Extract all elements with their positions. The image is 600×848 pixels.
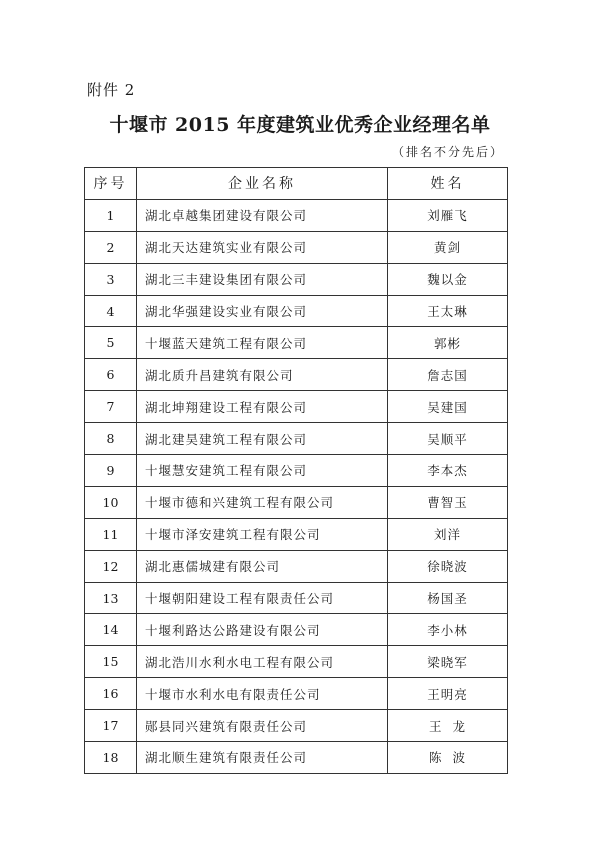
row-name: 郭彬 [388, 327, 508, 359]
table-row [85, 678, 508, 710]
row-name: 徐晓波 [388, 550, 508, 582]
attachment-label: 附件 2 [87, 81, 136, 99]
row-seq: 5 [85, 327, 137, 359]
table-row [85, 646, 508, 678]
row-enterprise: 湖北卓越集团建设有限公司 [137, 199, 388, 231]
row-name: 陈 波 [388, 742, 508, 774]
row-seq: 7 [85, 391, 137, 423]
row-name: 曹智玉 [388, 486, 508, 518]
row-seq: 16 [85, 678, 137, 710]
row-seq: 17 [85, 710, 137, 742]
table-row [85, 550, 508, 582]
table-row [85, 327, 508, 359]
row-name: 王太琳 [388, 295, 508, 327]
row-enterprise: 十堰朝阳建设工程有限责任公司 [137, 582, 388, 614]
table-row [85, 423, 508, 455]
row-name: 梁晓军 [388, 646, 508, 678]
row-enterprise: 湖北天达建筑实业有限公司 [137, 231, 388, 263]
header-enterprise: 企业名称 [137, 168, 388, 200]
table-row [85, 199, 508, 231]
table-row [85, 455, 508, 487]
row-name: 吴顺平 [388, 423, 508, 455]
table-row [85, 359, 508, 391]
row-enterprise: 十堰慧安建筑工程有限公司 [137, 455, 388, 487]
table-row [85, 263, 508, 295]
header-seq: 序号 [85, 168, 137, 200]
table-row [85, 486, 508, 518]
table-row [85, 391, 508, 423]
row-seq: 15 [85, 646, 137, 678]
row-seq: 13 [85, 582, 137, 614]
roster-table [84, 167, 508, 774]
row-enterprise: 十堰市德和兴建筑工程有限公司 [137, 486, 388, 518]
row-seq: 8 [85, 423, 137, 455]
row-seq: 9 [85, 455, 137, 487]
row-enterprise: 湖北顺生建筑有限责任公司 [137, 742, 388, 774]
row-seq: 3 [85, 263, 137, 295]
row-seq: 10 [85, 486, 137, 518]
table-body [85, 199, 508, 773]
row-name: 刘洋 [388, 518, 508, 550]
row-name: 吴建国 [388, 391, 508, 423]
row-enterprise: 湖北坤翔建设工程有限公司 [137, 391, 388, 423]
table-row [85, 742, 508, 774]
header-name: 姓名 [388, 168, 508, 200]
row-enterprise: 湖北质升昌建筑有限公司 [137, 359, 388, 391]
row-name: 刘雁飞 [388, 199, 508, 231]
row-name: 李本杰 [388, 455, 508, 487]
row-enterprise: 湖北惠儒城建有限公司 [137, 550, 388, 582]
row-seq: 1 [85, 199, 137, 231]
row-name: 王明亮 [388, 678, 508, 710]
row-seq: 4 [85, 295, 137, 327]
table-header-row [85, 168, 508, 200]
row-name: 詹志国 [388, 359, 508, 391]
row-name: 魏以金 [388, 263, 508, 295]
row-name: 杨国圣 [388, 582, 508, 614]
table-row [85, 614, 508, 646]
row-seq: 2 [85, 231, 137, 263]
row-seq: 14 [85, 614, 137, 646]
row-enterprise: 湖北建昊建筑工程有限公司 [137, 423, 388, 455]
row-name: 黄剑 [388, 231, 508, 263]
row-seq: 6 [85, 359, 137, 391]
ranking-note: （排名不分先后） [391, 145, 504, 159]
row-enterprise: 十堰市水利水电有限责任公司 [137, 678, 388, 710]
row-seq: 12 [85, 550, 137, 582]
row-enterprise: 郧县同兴建筑有限责任公司 [137, 710, 388, 742]
row-seq: 11 [85, 518, 137, 550]
table-row [85, 518, 508, 550]
row-enterprise: 十堰利路达公路建设有限公司 [137, 614, 388, 646]
table-row [85, 582, 508, 614]
row-enterprise: 湖北三丰建设集团有限公司 [137, 263, 388, 295]
row-name: 王 龙 [388, 710, 508, 742]
row-enterprise: 湖北浩川水利水电工程有限公司 [137, 646, 388, 678]
table-row [85, 231, 508, 263]
table-row [85, 710, 508, 742]
row-seq: 18 [85, 742, 137, 774]
row-enterprise: 十堰市泽安建筑工程有限公司 [137, 518, 388, 550]
table-row [85, 295, 508, 327]
row-enterprise: 十堰蓝天建筑工程有限公司 [137, 327, 388, 359]
document-title: 十堰市 2015 年度建筑业优秀企业经理名单 [109, 114, 491, 136]
row-name: 李小林 [388, 614, 508, 646]
row-enterprise: 湖北华强建设实业有限公司 [137, 295, 388, 327]
